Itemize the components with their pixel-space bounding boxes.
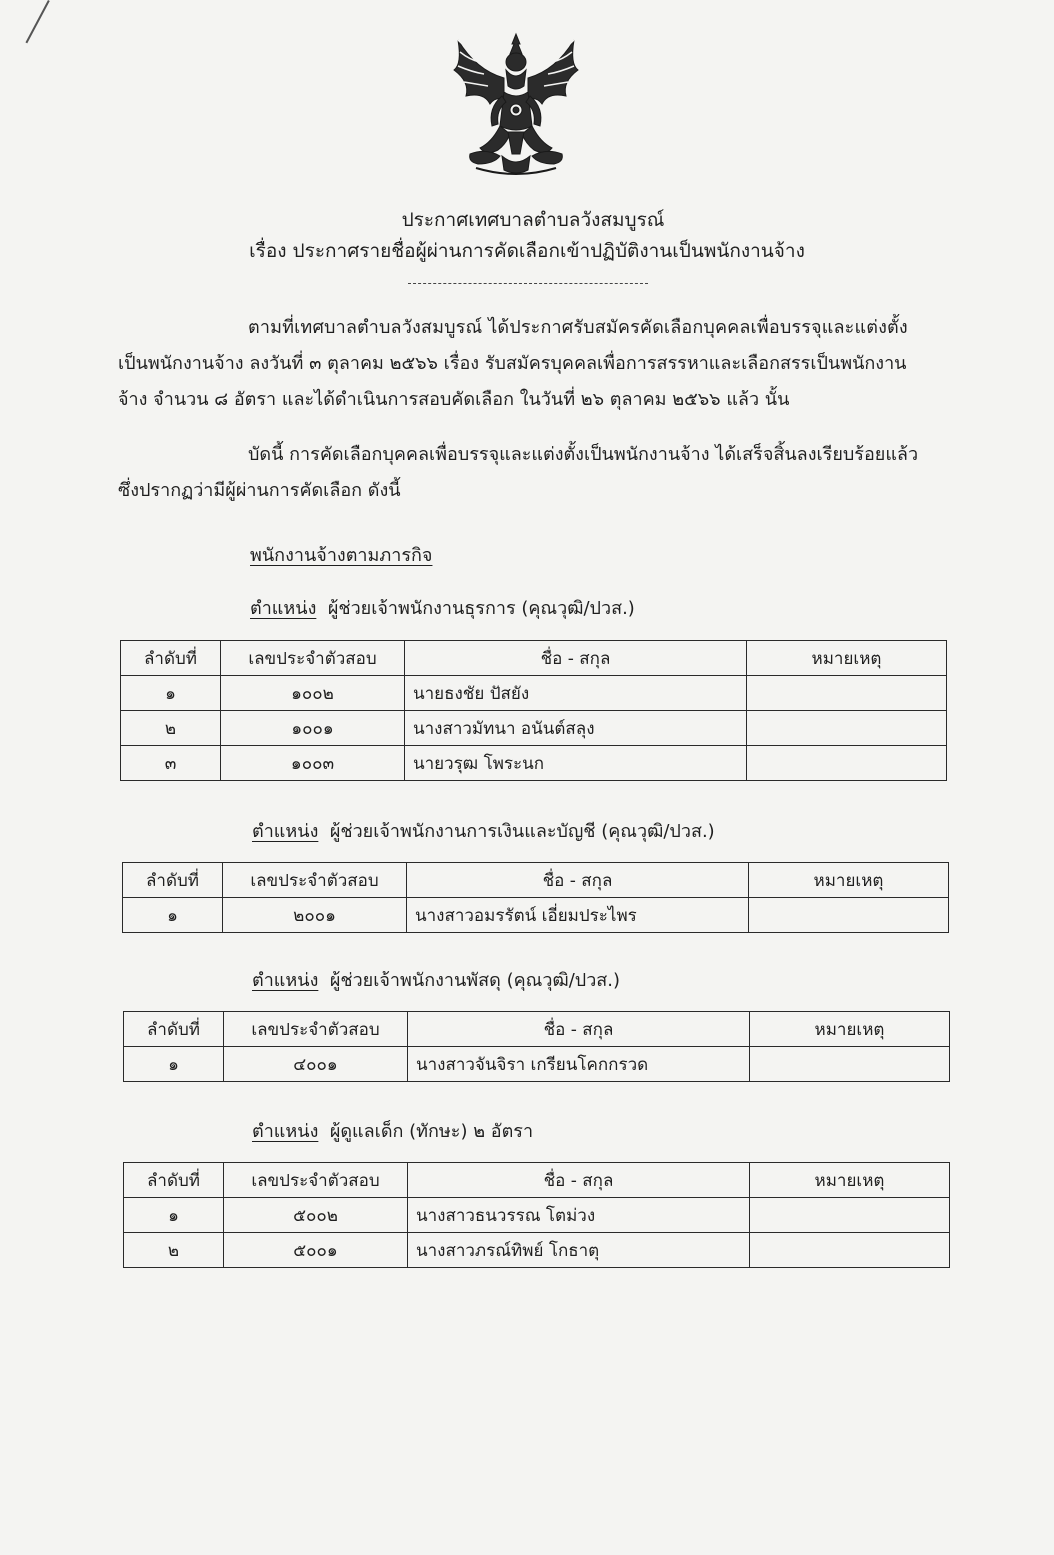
table-row	[124, 1233, 950, 1268]
paragraph-line: เป็นพนักงานจ้าง ลงวันที่ ๓ ตุลาคม ๒๕๖๖ เรื่อง รับสมัครบุคคลเพื่อการสรรหาและเลือกสรรเป็นพนักงาน	[118, 353, 907, 374]
position-heading: ตำแหน่ง ผู้ช่วยเจ้าพนักงานพัสดุ (คุณวุฒิ/ปวส.)	[252, 970, 621, 991]
table-header-row	[124, 1012, 950, 1047]
cell-name: นางสาวธนวรรณ โตม่วง	[408, 1198, 750, 1233]
cell-exam-id: ๒๐๐๑	[223, 898, 407, 933]
header-name: ชื่อ - สกุล	[405, 641, 747, 676]
announcement-subject: เรื่อง ประกาศรายชื่อผู้ผ่านการคัดเลือกเข้าปฏิบัติงานเป็นพนักงานจ้าง	[249, 240, 805, 262]
header-note: หมายเหตุ	[747, 641, 947, 676]
header-order: ลำดับที่	[123, 863, 223, 898]
cell-name: นางสาวจันจิรา เกรียนโคกกรวด	[408, 1047, 750, 1082]
table-row	[124, 1047, 950, 1082]
paragraph-line: ตามที่เทศบาลตำบลวังสมบูรณ์ ได้ประกาศรับสมัครคัดเลือกบุคคลเพื่อบรรจุและแต่งตั้ง	[248, 317, 908, 338]
cell-note	[750, 1198, 950, 1233]
cell-exam-id: ๑๐๐๑	[221, 711, 405, 746]
cell-name: นางสาวภรณ์ทิพย์ โกธาตุ	[408, 1233, 750, 1268]
results-table	[123, 1162, 950, 1268]
header-note: หมายเหตุ	[750, 1163, 950, 1198]
header-order: ลำดับที่	[124, 1012, 224, 1047]
cell-order: ๑	[123, 898, 223, 933]
table-row	[121, 746, 947, 781]
table-row	[123, 898, 949, 933]
header-exam-id: เลขประจำตัวสอบ	[221, 641, 405, 676]
paragraph-intro	[118, 310, 948, 418]
cell-order: ๑	[121, 676, 221, 711]
cell-exam-id: ๕๐๐๒	[224, 1198, 408, 1233]
section-title: พนักงานจ้างตามภารกิจ	[250, 545, 433, 566]
cell-note	[747, 711, 947, 746]
cell-note	[747, 746, 947, 781]
paragraph-result	[118, 437, 948, 509]
position-heading: ตำแหน่ง ผู้ช่วยเจ้าพนักงานการเงินและบัญชี (คุณวุฒิ/ปวส.)	[252, 821, 715, 842]
cell-note	[750, 1047, 950, 1082]
cell-name: นางสาวมัทนา อนันต์สลุง	[405, 711, 747, 746]
header-name: ชื่อ - สกุล	[408, 1163, 750, 1198]
cell-order: ๑	[124, 1198, 224, 1233]
paragraph-line: จ้าง จำนวน ๘ อัตรา และได้ดำเนินการสอบคัดเลือก ในวันที่ ๒๖ ตุลาคม ๒๕๖๖ แล้ว นั้น	[118, 389, 790, 410]
header-order: ลำดับที่	[124, 1163, 224, 1198]
position-heading: ตำแหน่ง ผู้ดูแลเด็ก (ทักษะ) ๒ อัตรา	[252, 1121, 534, 1142]
table-row	[121, 676, 947, 711]
announcement-title: ประกาศเทศบาลตำบลวังสมบูรณ์	[401, 209, 665, 231]
table-header-row	[123, 863, 949, 898]
cell-note	[747, 676, 947, 711]
cell-order: ๒	[121, 711, 221, 746]
cell-name: นายวรุฒ โพระนก	[405, 746, 747, 781]
header-note: หมายเหตุ	[749, 863, 949, 898]
header-note: หมายเหตุ	[750, 1012, 950, 1047]
cell-name: นายธงชัย ปัสยัง	[405, 676, 747, 711]
paragraph-line: ซึ่งปรากฏว่ามีผู้ผ่านการคัดเลือก ดังนี้	[118, 480, 401, 501]
table-row	[121, 711, 947, 746]
cell-note	[749, 898, 949, 933]
cell-order: ๓	[121, 746, 221, 781]
header-exam-id: เลขประจำตัวสอบ	[224, 1163, 408, 1198]
cell-name: นางสาวอมรรัตน์ เอี่ยมประไพร	[407, 898, 749, 933]
dashed-divider	[408, 283, 648, 284]
header-name: ชื่อ - สกุล	[408, 1012, 750, 1047]
cell-exam-id: ๑๐๐๓	[221, 746, 405, 781]
table-header-row	[124, 1163, 950, 1198]
results-table	[123, 1011, 950, 1082]
table-row	[124, 1198, 950, 1233]
header-exam-id: เลขประจำตัวสอบ	[223, 863, 407, 898]
table-header-row	[121, 641, 947, 676]
paragraph-line: บัดนี้ การคัดเลือกบุคคลเพื่อบรรจุและแต่งตั้งเป็นพนักงานจ้าง ได้เสร็จสิ้นลงเรียบร้อยแล้ว	[248, 444, 919, 465]
header-order: ลำดับที่	[121, 641, 221, 676]
cell-note	[750, 1233, 950, 1268]
results-table	[122, 862, 949, 933]
cell-exam-id: ๔๐๐๑	[224, 1047, 408, 1082]
cell-exam-id: ๕๐๐๑	[224, 1233, 408, 1268]
position-heading: ตำแหน่ง ผู้ช่วยเจ้าพนักงานธุรการ (คุณวุฒิ/ปวส.)	[250, 598, 635, 619]
pen-mark	[25, 0, 49, 43]
cell-order: ๒	[124, 1233, 224, 1268]
cell-order: ๑	[124, 1047, 224, 1082]
header-name: ชื่อ - สกุล	[407, 863, 749, 898]
header-exam-id: เลขประจำตัวสอบ	[224, 1012, 408, 1047]
cell-exam-id: ๑๐๐๒	[221, 676, 405, 711]
results-table	[120, 640, 947, 781]
garuda-emblem-icon	[446, 30, 586, 180]
